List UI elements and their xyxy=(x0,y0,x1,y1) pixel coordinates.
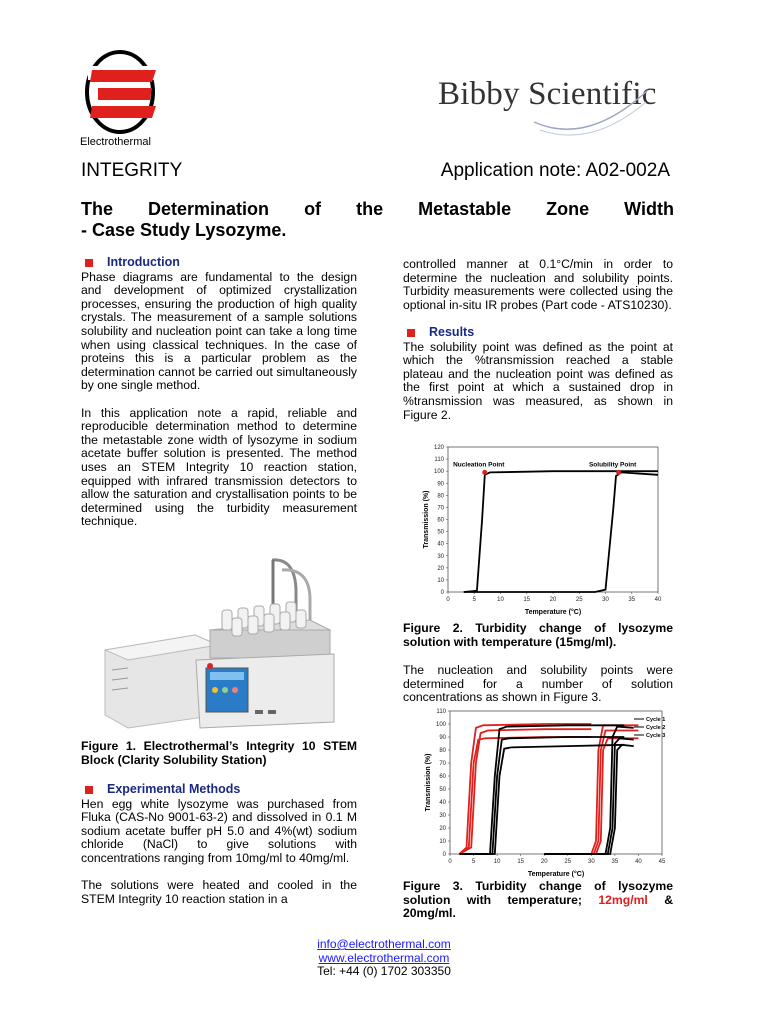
y-tick-label: 10 xyxy=(439,839,446,845)
x-tick-label: 0 xyxy=(446,597,450,603)
x-tick-label: 10 xyxy=(497,597,504,603)
y-tick-label: 20 xyxy=(439,826,446,832)
plot-frame xyxy=(448,447,658,592)
figure-3-chart xyxy=(408,708,670,882)
y-tick-label: 60 xyxy=(439,774,446,780)
y-tick-label: 50 xyxy=(439,787,446,793)
x-tick-label: 35 xyxy=(628,597,636,603)
red-bullet-icon xyxy=(407,329,415,337)
x-tick-label: 5 xyxy=(471,859,476,865)
footer-contact xyxy=(0,938,768,979)
y-tick-label: 20 xyxy=(437,565,444,572)
x-tick-label: 40 xyxy=(654,597,662,603)
y-tick-label: 0 xyxy=(442,852,446,858)
transmission-chart-12-20mg xyxy=(408,708,670,882)
y-tick-label: 90 xyxy=(437,481,444,488)
annotation-label: Solubility Point xyxy=(588,461,637,469)
document-title-line2: - Case Study Lysozyme. xyxy=(81,220,287,240)
methods-section xyxy=(81,783,357,920)
y-tick-label: 50 xyxy=(437,529,444,536)
email-link[interactable]: info@electrothermal.com xyxy=(317,937,451,951)
y-tick-label: 70 xyxy=(439,761,446,767)
intro-paragraph-1: Phase diagrams are fundamental to the design and development of optimized crystallization processes, ensuring the production of high quality crystals. The measurement of a sample solutions solubility and nucleation point can take a long time when using classical techniques. In the case of proteins this is a particular problem as the determination cannot be carried out simultaneously by one single method. xyxy=(81,269,357,393)
x-tick-label: 30 xyxy=(587,859,595,865)
figure-1-caption: Figure 1. Electrothermal’s Integrity 10 STEM Block (Clarity Solubility Station) xyxy=(81,739,357,767)
y-tick-label: 30 xyxy=(439,813,446,819)
x-tick-label: 40 xyxy=(635,859,642,865)
legend-label: Cycle 3 xyxy=(646,733,666,739)
electrothermal-logo-icon xyxy=(80,48,170,148)
intro-paragraph-2: In this application note a rapid, reliable and reproducible determination method to determine the metastable zone width of lysozyme in sodium acetate buffer solution is presented. The method uses an STEM Integrity 10 reaction station, equipped with infrared transmission detectors to allow the saturation and crystallisation points to be determined using the turbidity measurement technique. xyxy=(81,405,357,529)
x-tick-label: 0 xyxy=(448,859,452,865)
introduction-heading: Introduction xyxy=(81,256,357,270)
y-tick-label: 80 xyxy=(437,493,444,500)
application-note-id: Application note: A02-002A xyxy=(440,160,670,181)
figure-2-caption: Figure 2. Turbidity change of lysozyme solution with temperature (15mg/ml). xyxy=(403,621,673,649)
x-tick-label: 15 xyxy=(523,597,531,603)
x-axis-label: Temperature (°C) xyxy=(524,609,582,616)
transmission-chart-15mg xyxy=(408,442,670,622)
y-tick-label: 110 xyxy=(436,709,446,715)
methods-paragraph-2: The solutions were heated and cooled in the STEM Integrity 10 reaction station in a xyxy=(81,878,357,906)
y-tick-label: 100 xyxy=(435,722,446,728)
legend-label: Cycle 1 xyxy=(646,717,666,723)
annotation-point xyxy=(616,470,621,475)
y-axis-label: Transmission (%) xyxy=(423,490,430,549)
methods-paragraph-1: Hen egg white lysozyme was purchased from Fluka (CAS-No 9001-63-2) and dissolved in 0.1 M sodium acetate buffer pH 5.0 and 4%(wt) sodium chloride (NaCl) to give solutions with concentrations ranging from 10mg/ml to 40mg/ml. xyxy=(81,796,357,865)
instrument-illustration-icon xyxy=(100,550,340,730)
right-column-top xyxy=(403,258,673,436)
x-tick-label: 25 xyxy=(575,597,583,603)
figure-3-caption: Figure 3. Turbidity change of lysozyme solution with temperature; 12mg/ml & 20mg/ml. xyxy=(403,879,674,921)
y-tick-label: 10 xyxy=(437,577,444,584)
x-tick-label: 25 xyxy=(564,859,572,865)
y-tick-label: 40 xyxy=(439,800,446,806)
y-tick-label: 30 xyxy=(437,553,444,560)
x-tick-label: 5 xyxy=(472,597,476,603)
red-bullet-icon xyxy=(85,786,93,794)
x-tick-label: 20 xyxy=(540,859,548,865)
y-tick-label: 60 xyxy=(437,517,444,524)
y-tick-label: 80 xyxy=(439,748,446,754)
product-name: INTEGRITY xyxy=(81,160,183,181)
annotation-point xyxy=(482,470,487,475)
y-tick-label: 110 xyxy=(434,457,444,464)
x-axis-label: Temperature (°C) xyxy=(527,871,585,878)
x-tick-label: 30 xyxy=(602,597,609,603)
left-column xyxy=(81,256,357,542)
results-heading: Results xyxy=(403,326,673,340)
legend-label: Cycle 2 xyxy=(646,725,666,731)
results-paragraph: The solubility point was defined as the point at which the %transmission reached a stable plateau and the nucleation point was defined as the first point at which a sustained drop in %transmission was measured, as shown in Figure 2. xyxy=(403,339,673,422)
y-tick-label: 70 xyxy=(437,505,444,512)
document-title-line1: The Determination of the Metastable Zone Width xyxy=(81,199,674,219)
x-tick-label: 35 xyxy=(611,859,619,865)
bibby-scientific-logo: Bibby Scientific xyxy=(438,76,657,112)
electrothermal-logo-text: Electrothermal xyxy=(80,136,151,148)
y-tick-label: 0 xyxy=(440,590,444,596)
x-tick-label: 10 xyxy=(493,859,501,865)
y-tick-label: 90 xyxy=(439,735,446,741)
x-tick-label: 15 xyxy=(517,859,525,865)
y-tick-label: 40 xyxy=(437,541,444,548)
results-paragraph-2: The nucleation and solubility points were determined for a number of solution concentrations as shown in Figure 3. xyxy=(403,663,673,705)
integrity-10-station-image xyxy=(100,550,340,730)
red-bullet-icon xyxy=(85,259,93,267)
bibby-swoosh-icon xyxy=(528,60,654,140)
y-tick-label: 100 xyxy=(433,469,444,476)
y-tick-label: 120 xyxy=(433,445,444,451)
y-axis-label: Transmission (%) xyxy=(425,753,432,812)
annotation-label: Nucleation Point xyxy=(453,461,505,469)
telephone-number: Tel: +44 (0) 1702 303350 xyxy=(317,964,451,978)
website-link[interactable]: www.electrothermal.com xyxy=(318,950,450,965)
experimental-methods-heading: Experimental Methods xyxy=(81,783,357,797)
figure-2-chart xyxy=(408,442,670,622)
continued-paragraph: controlled manner at 0.1°C/min in order to determine the nucleation and solubility points. Turbidity measurements were collected using the optional in-situ IR probes (Part code - ATS10230). xyxy=(403,257,673,312)
x-tick-label: 45 xyxy=(658,859,666,865)
x-tick-label: 20 xyxy=(549,597,557,603)
